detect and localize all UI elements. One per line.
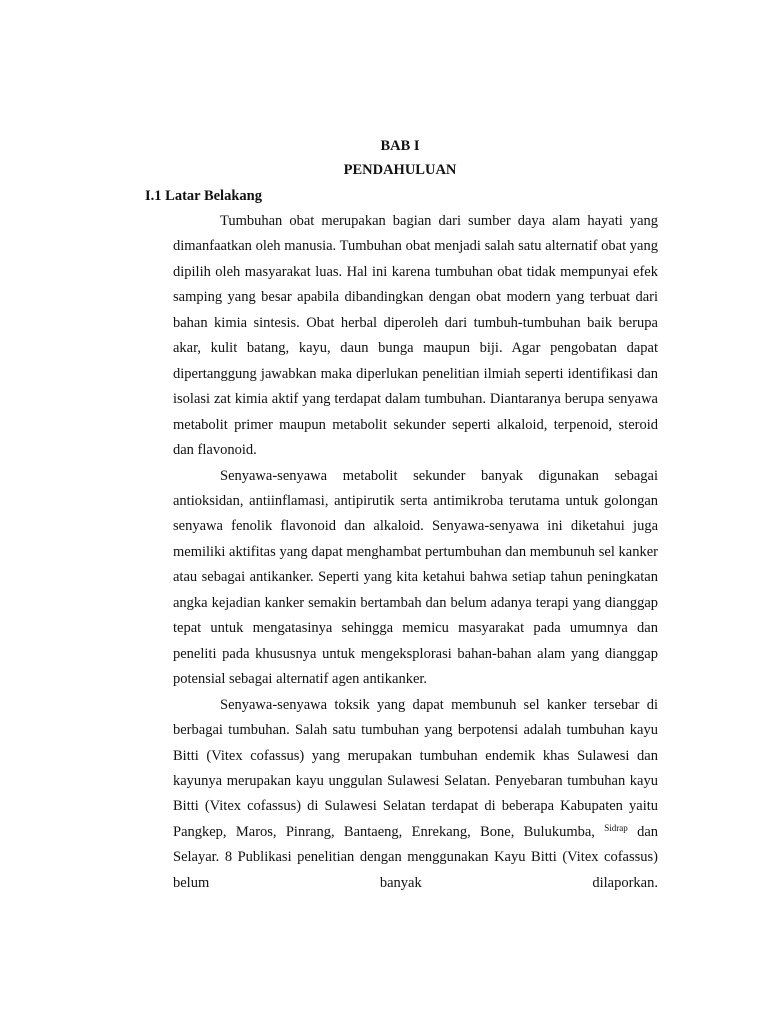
- paragraph-3-continuation: dan Selayar. 8 Publikasi penelitian dengan menggunakan Kayu Bitti (Vitex cofassus) belum banyak dilaporkan.: [173, 823, 658, 891]
- superscript-note: Sidrap: [604, 822, 628, 833]
- paragraph-3: [173, 693, 658, 897]
- chapter-number: BAB I: [380, 138, 420, 154]
- paragraph-2: Senyawa-senyawa metabolit sekunder banyak digunakan sebagai antioksidan, antiinflamasi, antipirutik serta antimikroba terutama untuk golongan senyawa fenolik flavonoid dan alkaloid. Senyawa-senyawa ini diketahui juga memiliki aktifitas yang dapat menghambat pertumbuhan dan membunuh sel kanker atau sebagai antikanker. Seperti yang kita ketahui bahwa setiap tahun peningkatan angka kejadian kanker semakin bertambah dan belum adanya terapi yang dianggap tepat untuk mengatasinya sehingga memicu masyarakat pada umumnya dan peneliti pada khususnya untuk mengeksplorasi bahan-bahan alam yang dianggap potensial sebagai alternatif agen antikanker.: [173, 467, 658, 688]
- paragraph-1: Tumbuhan obat merupakan bagian dari sumber daya alam hayati yang dimanfaatkan oleh manusia. Tumbuhan obat menjadi salah satu alternatif obat yang dipilih oleh masyarakat luas. Hal ini karena tumbuhan obat tidak mempunyai efek samping yang besar apabila dibandingkan dengan obat modern yang terbuat dari bahan kimia sintesis. Obat herbal diperoleh dari tumbuh-tumbuhan baik berupa akar, kulit batang, kayu, daun bunga maupun biji. Agar pengobatan dapat dipertanggung jawabkan maka diperlukan penelitian ilmiah seperti identifikasi dan isolasi zat kimia aktif yang terdapat dalam tumbuhan. Diantaranya berupa senyawa metabolit primer maupun metabolit sekunder seperti alkaloid, terpenoid, steroid dan flavonoid.: [173, 213, 658, 459]
- paragraph-3-text: Senyawa-senyawa toksik yang dapat membunuh sel kanker tersebar di berbagai tumbuhan. Salah satu tumbuhan yang berpotensi adalah tumbuhan kayu Bitti (Vitex cofassus) yang merupakan tumbuhan endemik khas Sulawesi dan kayunya merupakan kayu unggulan Sulawesi Selatan. Penyebaran tumbuhan kayu Bitti (Vitex cofassus) di Sulawesi Selatan terdapat di beberapa Kabupaten yaitu Pangkep, Maros, Pinrang, Bantaeng, Enrekang, Bone, Bulukumba,: [173, 696, 658, 840]
- section-heading: I.1 Latar Belakang: [145, 188, 262, 204]
- chapter-title: PENDAHULUAN: [343, 162, 457, 178]
- document-body: [173, 209, 658, 896]
